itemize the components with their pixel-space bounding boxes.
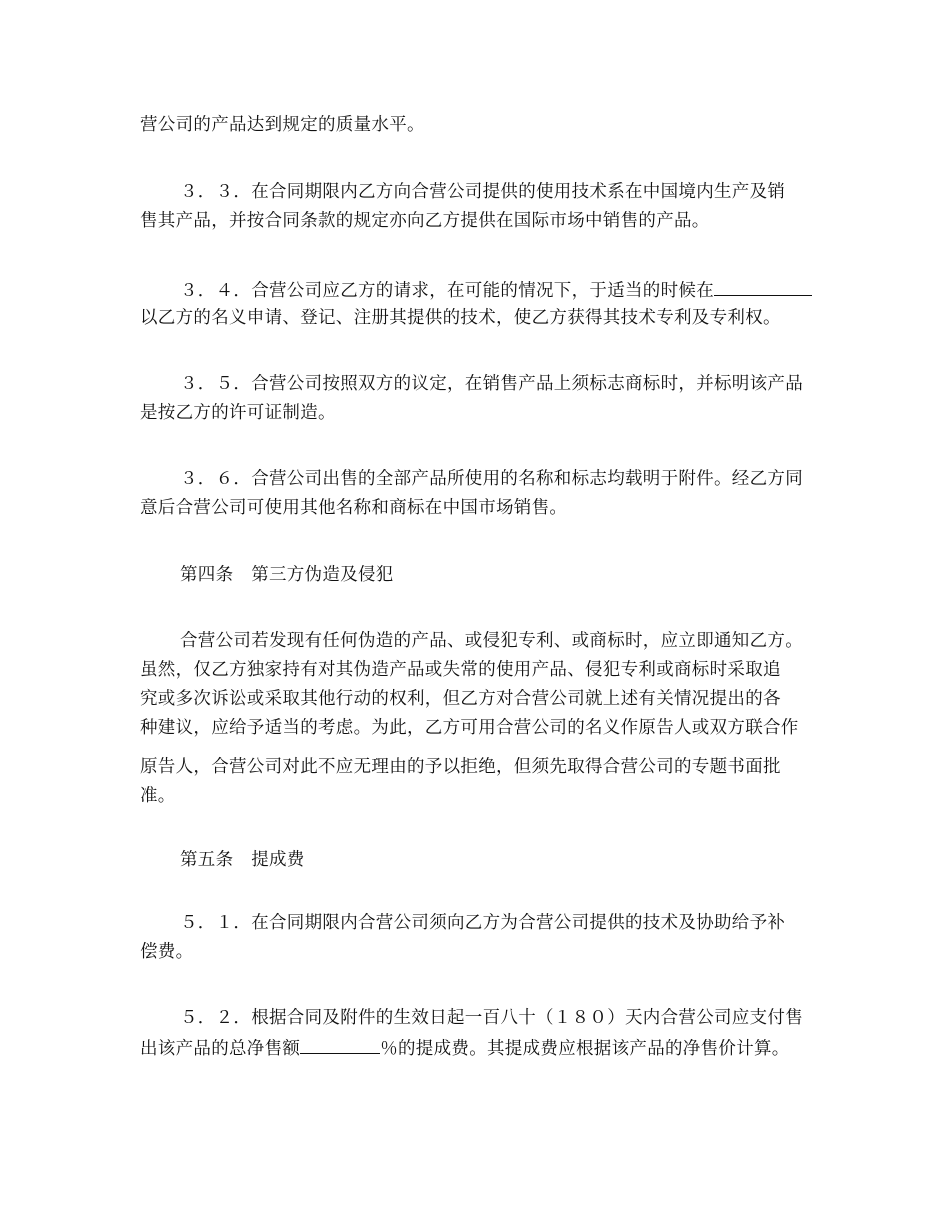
clause-5-2-text-after-blank: ％的提成费。其提成费应根据该产品的净售价计算。 bbox=[380, 1039, 790, 1059]
article-4-para-line-2: 虽然，仅乙方独家持有对其伪造产品或失常的使用产品、侵犯专利或商标时采取追 bbox=[140, 660, 781, 680]
clause-3-5-line-1: ３．５．合营公司按照双方的议定，在销售产品上须标志商标时，并标明该产品 bbox=[180, 374, 803, 394]
clause-5-2-text-before-blank: 出该产品的总净售额 bbox=[140, 1039, 301, 1059]
article-4-para-line-5: 原告人，合营公司对此不应无理由的予以拒绝，但须先取得合营公司的专题书面批 bbox=[140, 757, 781, 777]
clause-3-4-text: ３．４．合营公司应乙方的请求，在可能的情况下，于适当的时候在 bbox=[180, 281, 714, 301]
clause-5-1-line-1: ５．１．在合同期限内合营公司须向乙方为合营公司提供的技术及协助给予补 bbox=[180, 913, 786, 933]
clause-3-4-line-1 bbox=[180, 277, 870, 303]
article-4-para-line-6: 准。 bbox=[140, 786, 176, 806]
clause-3-3-line-2: 售其产品，并按合同条款的规定亦向乙方提供在国际市场中销售的产品。 bbox=[140, 211, 710, 231]
clause-5-2-line-2 bbox=[140, 1035, 830, 1061]
article-4-heading: 第四条 第三方伪造及侵犯 bbox=[180, 565, 394, 585]
clause-3-4-line-2: 以乙方的名义申请、登记、注册其提供的技术，使乙方获得其技术专利及专利权。 bbox=[140, 308, 781, 328]
percentage-blank bbox=[300, 1035, 380, 1054]
article-4-para-line-4: 种建议，应给予适当的考虑。为此，乙方可用合营公司的名义作原告人或双方联合作 bbox=[140, 718, 799, 738]
article-4-para-line-3: 究或多次诉讼或采取其他行动的权利，但乙方对合营公司就上述有关情况提出的各 bbox=[140, 689, 781, 709]
article-4-para-line-1: 合营公司若发现有任何伪造的产品、或侵犯专利、或商标时，应立即通知乙方。 bbox=[180, 631, 803, 651]
fill-in-blank bbox=[714, 277, 812, 296]
clause-5-2-line-1: ５．２．根据合同及附件的生效日起一百八十（１８０）天内合营公司应支付售 bbox=[180, 1008, 803, 1028]
clause-5-1-line-2: 偿费。 bbox=[140, 942, 194, 962]
clause-3-5-line-2: 是按乙方的许可证制造。 bbox=[140, 403, 336, 423]
article-5-heading: 第五条 提成费 bbox=[180, 850, 305, 870]
clause-3-6-line-1: ３．６．合营公司出售的全部产品所使用的名称和标志均载明于附件。经乙方同 bbox=[180, 469, 803, 489]
clause-3-3-line-1: ３．３．在合同期限内乙方向合营公司提供的使用技术系在中国境内生产及销 bbox=[180, 182, 786, 202]
text-line: 营公司的产品达到规定的质量水平。 bbox=[140, 115, 425, 135]
clause-3-6-line-2: 意后合营公司可使用其他名称和商标在中国市场销售。 bbox=[140, 498, 568, 518]
